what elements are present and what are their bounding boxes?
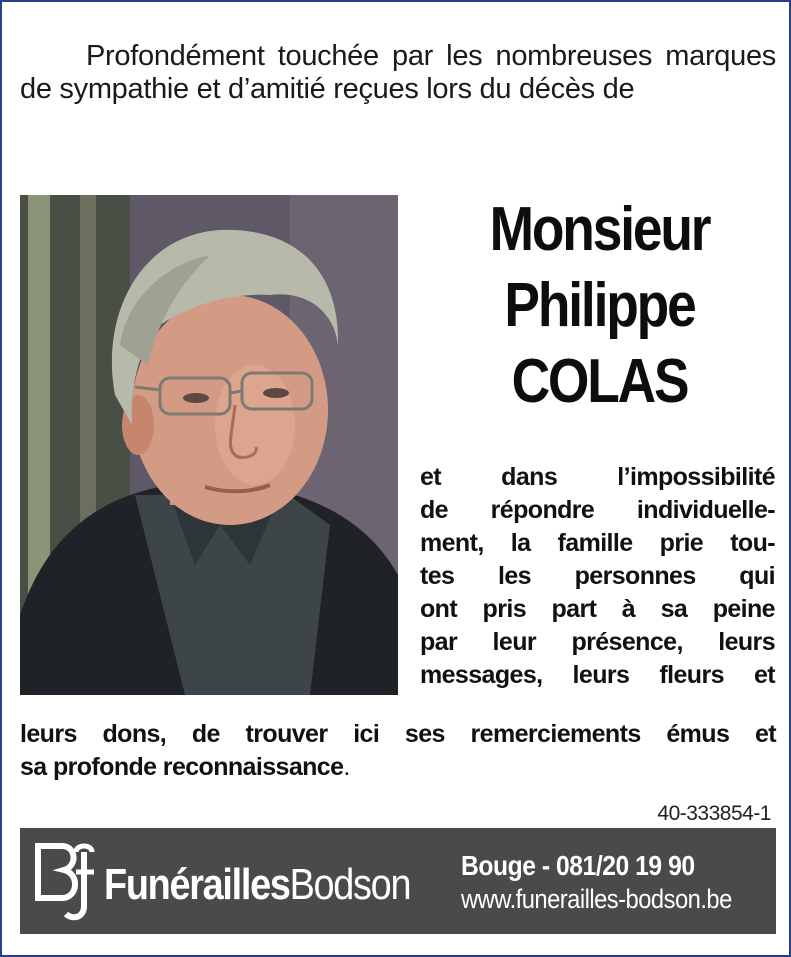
message-line: par leur présence, leurs	[420, 628, 775, 656]
message-line: ont pris part à sa peine	[420, 595, 775, 623]
deceased-first-name: Philippe	[504, 271, 695, 340]
contact-phone: Bouge - 081/20 19 90	[461, 850, 695, 881]
message-line: et dans l’impossibilité	[420, 463, 775, 491]
message-line: messages, leurs fleurs et	[420, 661, 775, 689]
intro-text: Profondément touchée par les nombreuses marques de sympathie et d’amitié reçues lors du décès de	[20, 40, 776, 105]
message-text-right	[420, 461, 775, 692]
funeral-home-banner	[20, 828, 776, 934]
deceased-name	[412, 192, 787, 420]
message-line: ment, la famille prie tou-	[420, 529, 775, 557]
message-line: de répondre individuelle-	[420, 496, 775, 524]
contact-website[interactable]: www.funerailles-bodson.be	[461, 884, 732, 914]
brand-bold: Funérailles	[104, 860, 290, 909]
deceased-title: Monsieur	[489, 195, 710, 264]
reference-number: 40-333854-1	[657, 802, 771, 825]
deceased-last-name: COLAS	[511, 347, 688, 416]
message-line-text: sa profonde reconnaissance	[20, 753, 344, 781]
message-text-full	[20, 718, 776, 784]
message-line-last	[20, 751, 776, 784]
message-line: leurs dons, de trouver ici ses remerciements émus et	[20, 720, 776, 748]
message-end-punct: .	[343, 753, 350, 781]
bf-monogram-icon	[32, 840, 96, 922]
funeral-home-name	[104, 860, 410, 910]
contact-info	[461, 850, 766, 915]
brand-light: Bodson	[289, 860, 411, 909]
message-line: tes les personnes qui	[420, 562, 775, 590]
portrait-photo	[20, 195, 398, 695]
